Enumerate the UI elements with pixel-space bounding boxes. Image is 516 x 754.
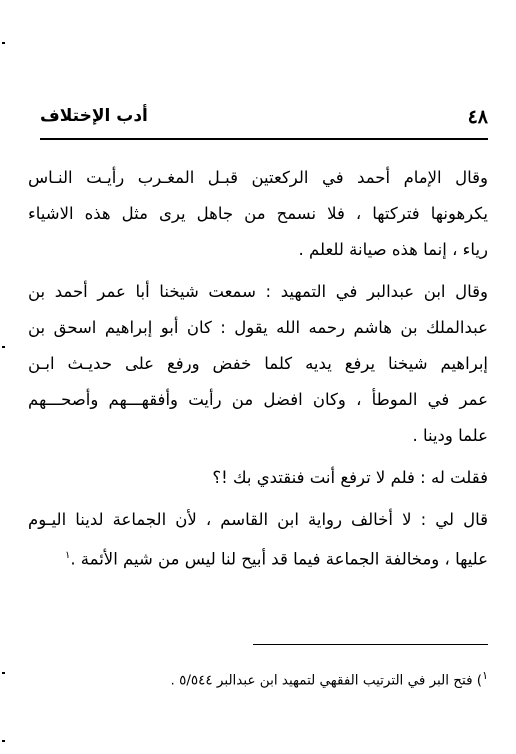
body-line: قال لي : لا أخالف رواية ابن القاسم ، لأن الجماعة لدينا اليـوم xyxy=(28,510,488,529)
body-line xyxy=(28,544,488,572)
footnote-separator xyxy=(253,644,488,645)
scan-edge-mark xyxy=(2,740,5,742)
body-line: رياء ، إنما هذه صيانة للعلم . xyxy=(298,240,488,259)
scan-edge-mark xyxy=(2,42,5,44)
footnote-number: ١ xyxy=(482,669,488,682)
page-number: ٤٨ xyxy=(467,106,488,128)
body-line: وقال ابن عبدالبر في التمهيد : سمعت شيخنا أبا عمر أحمد بن xyxy=(28,282,488,301)
scan-edge-mark xyxy=(2,672,5,674)
header-rule xyxy=(40,138,488,140)
body-line: يكرهونها فتركتها ، فلا نسمح من جاهل يرى مثل هذه الاشياء xyxy=(28,204,488,223)
scan-edge-mark xyxy=(2,346,5,348)
footnote-text: ) فتح البر في الترتيب الفقهي لتمهيد ابن عبدالبر ٥/٥٤٤ . xyxy=(170,672,483,689)
body-line: وقال الإمام أحمد في الركعتين قبـل المغـرب رأيـت النـاس xyxy=(28,168,488,187)
page-header xyxy=(40,106,488,136)
body-line: فقلت له : فلم لا ترفع أنت فنقتدي بك !؟ xyxy=(212,468,488,487)
body-line: عبدالملك بن هاشم رحمه الله يقول : كان أبو إبراهيم اسحق بن xyxy=(28,318,488,337)
footnote-reference: ١ xyxy=(64,550,71,561)
footnote xyxy=(28,666,488,691)
body-line: علما ودينا . xyxy=(412,426,488,445)
body-line: إبراهيم شيخنا يرفع يديه كلما خفض ورفع على حديـث ابـن xyxy=(28,354,488,373)
body-line-text: عليها ، ومخالفة الجماعة فيما قد أبيح لنا ليس من شيم الأئمة . xyxy=(70,549,488,569)
running-title: أدب الإختلاف xyxy=(40,106,148,126)
body-line: عمر في الموطأ ، وكان افضل من رأيت وأفقهـــهم وأصحـــهم xyxy=(28,390,488,409)
